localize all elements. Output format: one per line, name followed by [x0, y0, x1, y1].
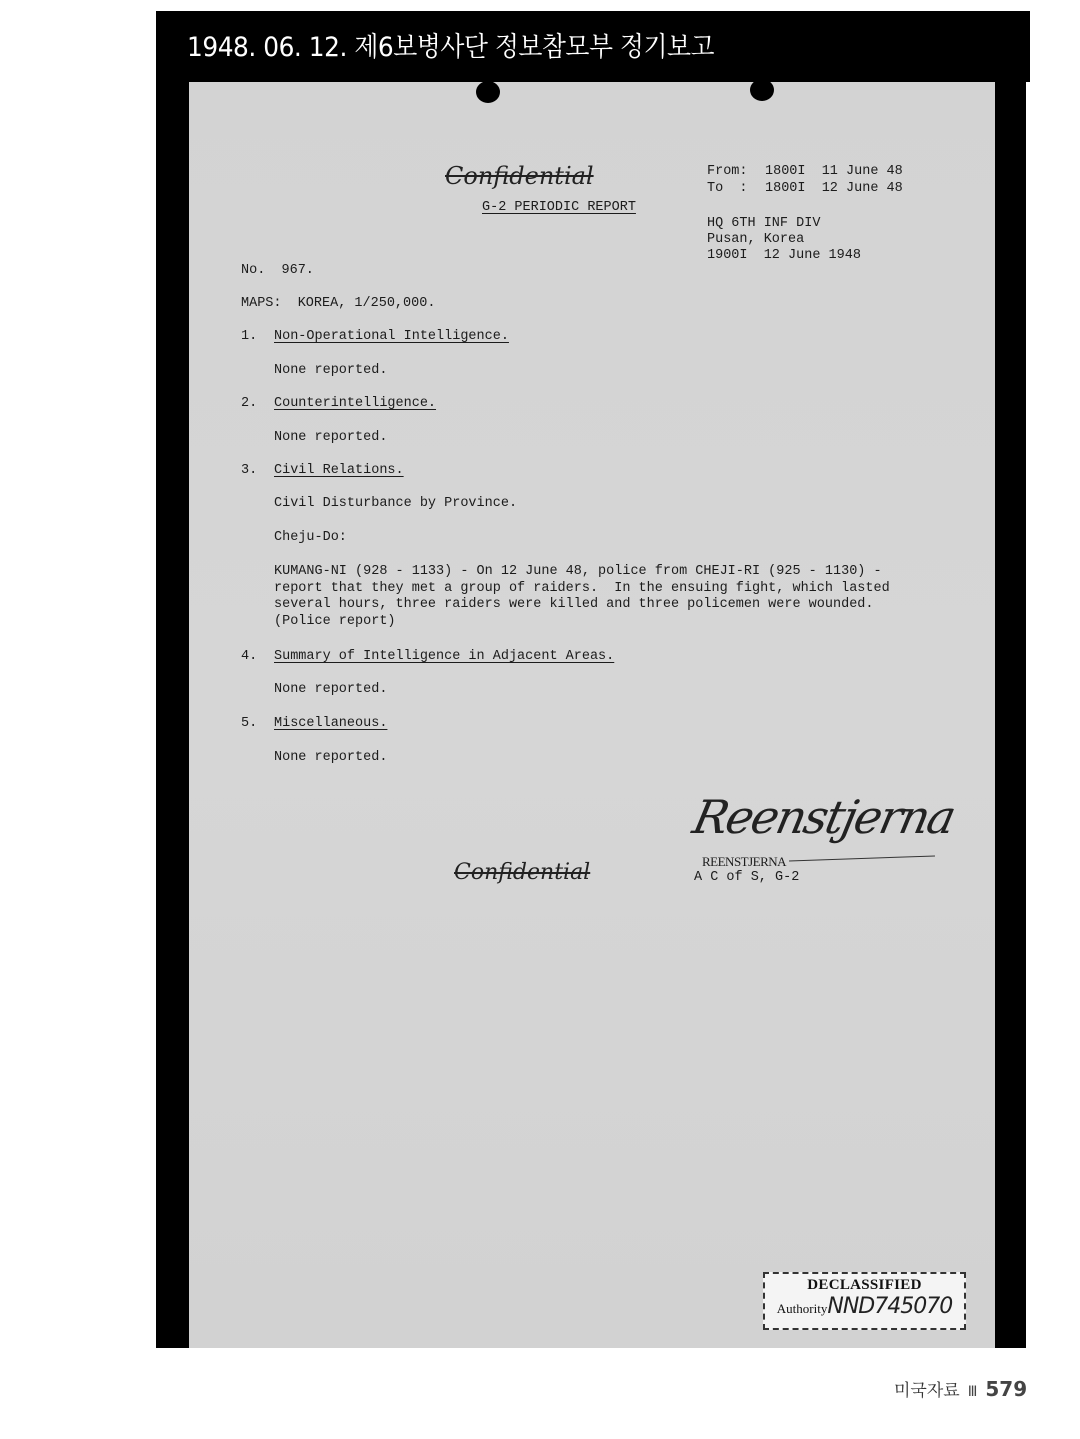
signatory-title: A C of S, G-2 [694, 870, 800, 885]
section-3-report-line: KUMANG-NI (928 - 1133) - On 12 June 48, police from CHEJI-RI (925 - 1130) - [274, 564, 882, 579]
section-1-number: 1. [241, 329, 258, 344]
signature-flourish [789, 855, 935, 861]
section-3-title: Civil Relations. [274, 463, 404, 478]
document-paper [189, 82, 995, 1348]
period-from-label: From: [707, 164, 748, 179]
maps-line: MAPS: KOREA, 1/250,000. [241, 296, 436, 311]
section-2-number: 2. [241, 396, 258, 411]
page-title: 1948. 06. 12. 제6보병사단 정보참모부 정기보고 [187, 32, 715, 63]
section-1-body: None reported. [274, 363, 388, 378]
section-2-body: None reported. [274, 430, 388, 445]
section-1-title: Non-Operational Intelligence. [274, 329, 509, 344]
stamp-authority [765, 1294, 964, 1319]
section-3-report-line: several hours, three raiders were killed and three policemen were wounded. [274, 597, 874, 612]
section-3-report-line: (Police report) [274, 614, 396, 629]
section-4-body: None reported. [274, 682, 388, 697]
signatory-name: REENSTJERNA [702, 854, 787, 869]
origin-unit: HQ 6TH INF DIV [707, 216, 821, 231]
declassified-stamp [763, 1272, 966, 1330]
section-3-province: Cheju-Do: [274, 530, 347, 545]
classification-top: Confidential [445, 162, 594, 190]
period-to-label: To : [707, 181, 748, 196]
section-5-title: Miscellaneous. [274, 716, 388, 731]
punch-hole-icon [476, 82, 500, 103]
section-3-subheading: Civil Disturbance by Province. [274, 496, 518, 511]
period-to-value: 1800I 12 June 48 [765, 181, 903, 196]
section-4-title: Summary of Intelligence in Adjacent Areas. [274, 649, 615, 664]
origin-location: Pusan, Korea [707, 232, 805, 247]
stamp-title: DECLASSIFIED [807, 1277, 922, 1293]
page-number: 579 [985, 1377, 1028, 1401]
handwritten-signature: Reenstjerna [688, 790, 960, 844]
page-footer [894, 1376, 1027, 1401]
section-4-number: 4. [241, 649, 258, 664]
stamp-authority-number: NND745070 [827, 1294, 953, 1319]
origin-datetime: 1900I 12 June 1948 [707, 248, 861, 263]
punch-hole-icon [750, 82, 774, 101]
footer-volume: Ⅲ [967, 1384, 978, 1400]
section-5-body: None reported. [274, 750, 388, 765]
section-3-report-line: report that they met a group of raiders. In the ensuing fight, which lasted [274, 581, 890, 596]
report-title: G-2 PERIODIC REPORT [482, 200, 636, 215]
stamp-authority-label: Authority [776, 1301, 828, 1316]
period-from-value: 1800I 11 June 48 [765, 164, 903, 179]
section-5-number: 5. [241, 716, 258, 731]
report-number: No. 967. [241, 263, 314, 278]
section-2-title: Counterintelligence. [274, 396, 437, 411]
classification-bottom: Confidential [454, 860, 591, 885]
footer-section: 미국자료 [894, 1381, 960, 1401]
section-3-number: 3. [241, 463, 258, 478]
